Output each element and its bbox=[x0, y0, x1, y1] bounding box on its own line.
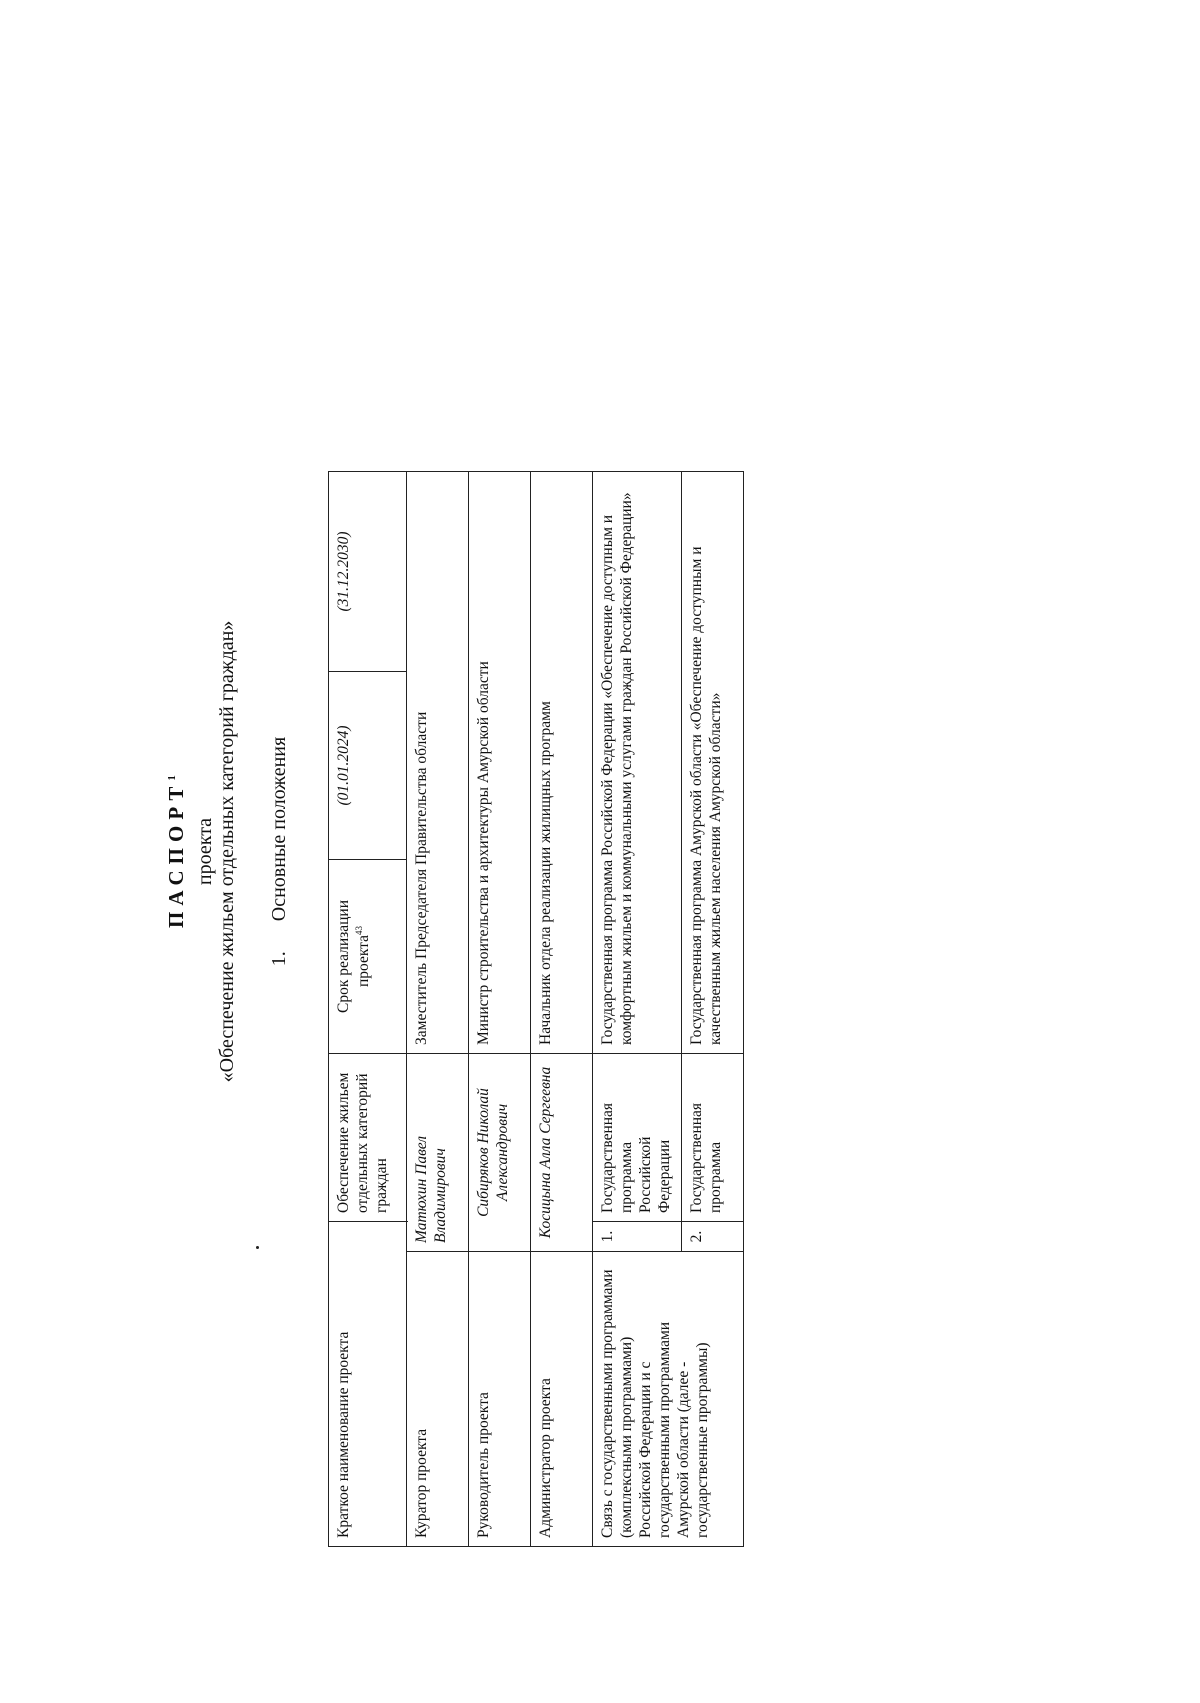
person-name: Матюхин Павел Владимирович bbox=[407, 1054, 469, 1252]
row-label: Краткое наименование проекта bbox=[329, 1222, 407, 1547]
document-title bbox=[164, 0, 189, 1703]
section-title: Основные положения bbox=[268, 736, 290, 922]
person-name: Косицына Алла Сергеевна bbox=[531, 1054, 593, 1252]
passport-table bbox=[328, 471, 744, 1547]
person-name: Сибиряков Николай Александрович bbox=[469, 1054, 531, 1252]
title-word: ПАСПОРТ bbox=[164, 780, 188, 928]
section-number: 1. bbox=[268, 951, 290, 967]
table-row bbox=[469, 472, 531, 1547]
person-position: Начальник отдела реализации жилищных программ bbox=[531, 472, 593, 1054]
program-number: 1. bbox=[593, 1222, 682, 1252]
project-full-name: «Обеспечение жильем отдельных категорий граждан» bbox=[216, 620, 238, 1083]
table-row bbox=[593, 472, 682, 1547]
row-label: Администратор проекта bbox=[531, 1252, 593, 1547]
row-label: Куратор проекта bbox=[407, 1252, 469, 1547]
title-footnote-mark: 1 bbox=[166, 775, 178, 781]
term-label: Срок реализации проекта$^{43}$ bbox=[329, 860, 407, 1054]
table-row bbox=[531, 472, 593, 1547]
program-name: Государственная программа Российской Федерации «Обеспечение доступным и комфортным жильем и коммунальными услугами граждан Российской Федерации» bbox=[593, 472, 682, 1054]
program-name: Государственная программа Амурской области «Обеспечение доступным и качественным жильем населения Амурской области» bbox=[681, 472, 743, 1054]
document-subtitle: проекта bbox=[194, 817, 216, 886]
table-row bbox=[329, 472, 407, 1547]
person-position: Министр строительства и архитектуры Амурской области bbox=[469, 472, 531, 1054]
table-row bbox=[407, 472, 469, 1547]
program-type: Государственная программа Российской Федерации bbox=[593, 1054, 682, 1222]
program-number: 2. bbox=[681, 1222, 743, 1252]
row-label: Руководитель проекта bbox=[469, 1252, 531, 1547]
scan-speck bbox=[256, 1246, 259, 1249]
term-end-date: (31.12.2030) bbox=[329, 472, 407, 672]
person-position: Заместитель Председателя Правительства области bbox=[407, 472, 469, 1054]
program-type: Государственная программа bbox=[681, 1054, 743, 1222]
term-start-date: (01.01.2024) bbox=[329, 672, 407, 860]
project-short-name: Обеспечение жильем отдельных категорий граждан bbox=[329, 1054, 407, 1222]
row-label: Связь с государственными программами (комплексными программами) Российской Федерации и с государственными программами Амурской области (далее - государственные программы) bbox=[593, 1252, 744, 1547]
section-heading bbox=[268, 0, 291, 1703]
